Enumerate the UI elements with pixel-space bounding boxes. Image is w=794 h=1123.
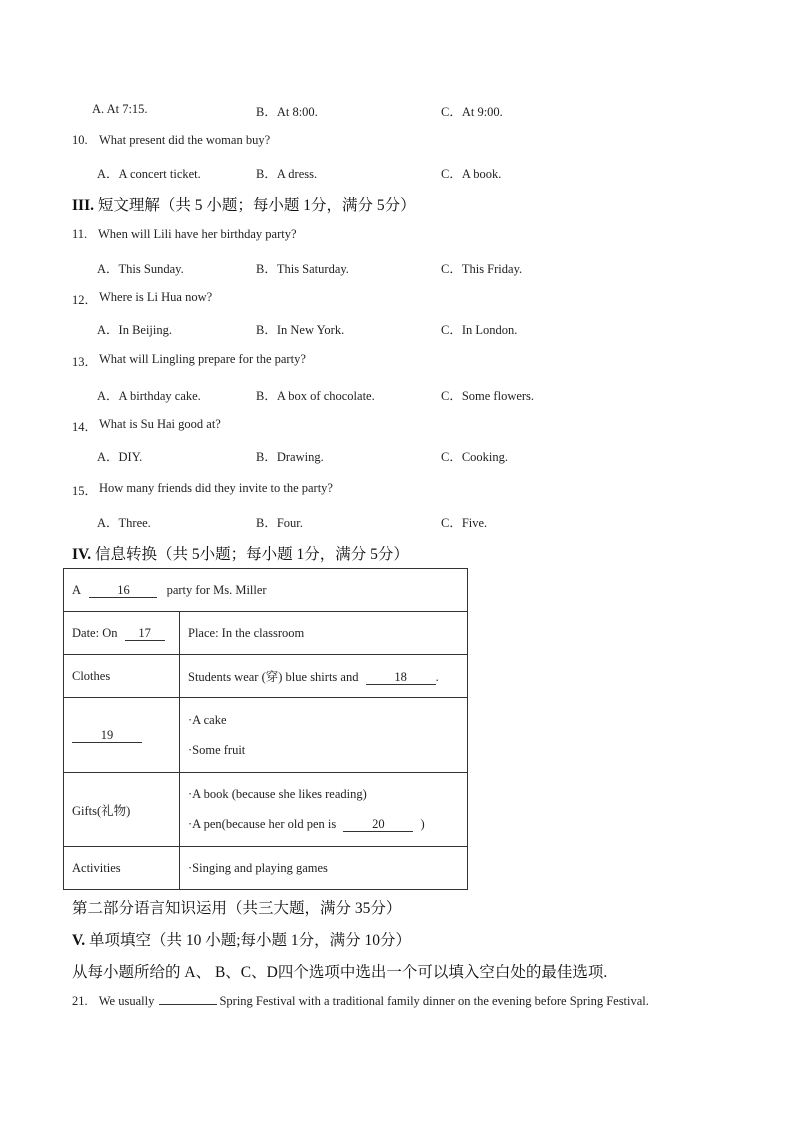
section-5-heading [72,928,411,950]
date-label: Date: On [72,625,118,640]
q21-blank[interactable] [159,1004,217,1005]
q10-option-c: C．A book. [441,167,502,181]
q9-option-c: C．At 9:00. [441,105,503,119]
q21-text-before: We usually [98,994,155,1008]
blank-20[interactable]: 20 [343,818,413,832]
q14-text: What is Su Hai good at? [99,417,221,431]
table-cell-gifts [180,773,468,847]
q13-option-c: C．Some flowers. [441,389,535,403]
table-cell-activities-label: Activities [64,847,180,890]
q21 [72,994,649,1009]
table-cell-clothes-label: Clothes [64,655,180,698]
table-row [64,773,468,847]
clothes-text: Students wear (穿) blue shirts and [188,670,359,684]
section-3-roman: III. [72,197,94,214]
table-row [64,655,468,698]
q15-number: 15． [72,484,98,498]
blank-18[interactable]: 18 [366,671,436,685]
table-row [64,569,468,612]
clothes-end: . [435,670,439,684]
q10-option-a: A．A concert ticket. [97,167,201,181]
q12-number: 12． [72,293,98,307]
q11-text: When will Lili have her birthday party? [98,227,297,241]
q9-option-b: B．At 8:00. [256,105,318,119]
food-item-fruit: ·Some fruit [188,742,246,757]
table-cell-gifts-label: Gifts(礼物) [64,773,180,847]
q11-option-a: A．This Sunday. [97,262,184,276]
part-2-heading: 第二部分语言知识运用（共三大题，满分 35分） [72,900,402,917]
gift-item-book: ·A book (because she likes reading) [188,787,367,801]
q12-option-c: C．In London. [441,323,518,337]
q13-text: What will Lingling prepare for the party? [99,352,306,366]
table-cell-clothes [180,655,468,698]
blank-19[interactable]: 19 [72,729,142,743]
blank-17[interactable]: 17 [125,627,165,641]
gift-item-pen [188,817,459,832]
q15-option-a: A．Three. [97,516,151,530]
section-4-heading [72,542,409,564]
table-row [64,698,468,773]
q13-option-a: A．A birthday cake. [97,389,201,403]
q14-option-b: B．Drawing. [256,450,324,464]
section-5-instruction: 从每小题所给的 A、 B、C、D四个选项中选出一个可以填入空白处的最佳选项. [72,964,608,981]
table-cell-activities: ·Singing and playing games [180,847,468,890]
q21-number: 21. [72,994,88,1008]
q14-number: 14． [72,420,98,434]
table-cell-food [180,698,468,773]
section-3-title: 短文理解（共 5 小题；每小题 1分，满分 5分） [97,197,416,214]
section-5-roman: V. [72,932,86,949]
title-suffix: party for Ms. Miller [166,582,267,597]
table-row [64,612,468,655]
q15-option-b: B．Four. [256,516,303,530]
section-4-title: 信息转换（共 5小题；每小题 1分，满分 5分） [94,546,409,563]
blank-16[interactable]: 16 [89,584,157,598]
table-cell-date [64,612,180,655]
q13-option-b: B．A box of chocolate. [256,389,375,403]
gift-pen-text: ·A pen(because her old pen is [188,817,337,831]
q12-option-b: B．In New York. [256,323,345,337]
gift-pen-end: ) [420,817,425,831]
table-row [64,847,468,890]
q15-text: How many friends did they invite to the party? [99,481,333,495]
q10-number: 10. [72,133,88,147]
q11-number: 11. [72,227,88,241]
q12-text: Where is Li Hua now? [99,290,213,304]
q10-option-b: B．A dress. [256,167,318,181]
q11-option-b: B．This Saturday. [256,262,349,276]
q15-option-c: C．Five. [441,516,488,530]
q14-option-a: A．DIY. [97,450,143,464]
info-table [63,568,468,890]
q21-text-after: Spring Festival with a traditional family dinner on the evening before Spring Festival. [219,994,649,1008]
q9-option-a: A. At 7:15. [92,102,148,116]
table-cell-title [64,569,468,612]
q10-text: What present did the woman buy? [99,133,271,147]
q14-option-c: C．Cooking. [441,450,509,464]
section-4-roman: IV. [72,546,92,563]
section-5-title: 单项填空（共 10 小题;每小题 1分，满分 10分） [88,932,412,949]
section-3-heading [72,193,416,215]
q12-option-a: A．In Beijing. [97,323,172,337]
food-item-cake: ·A cake [188,712,227,727]
q13-number: 13． [72,355,98,369]
table-cell-place: Place: In the classroom [180,612,468,655]
title-prefix: A [72,582,81,597]
table-cell-food-label [64,698,180,773]
q11-option-c: C．This Friday. [441,262,523,276]
